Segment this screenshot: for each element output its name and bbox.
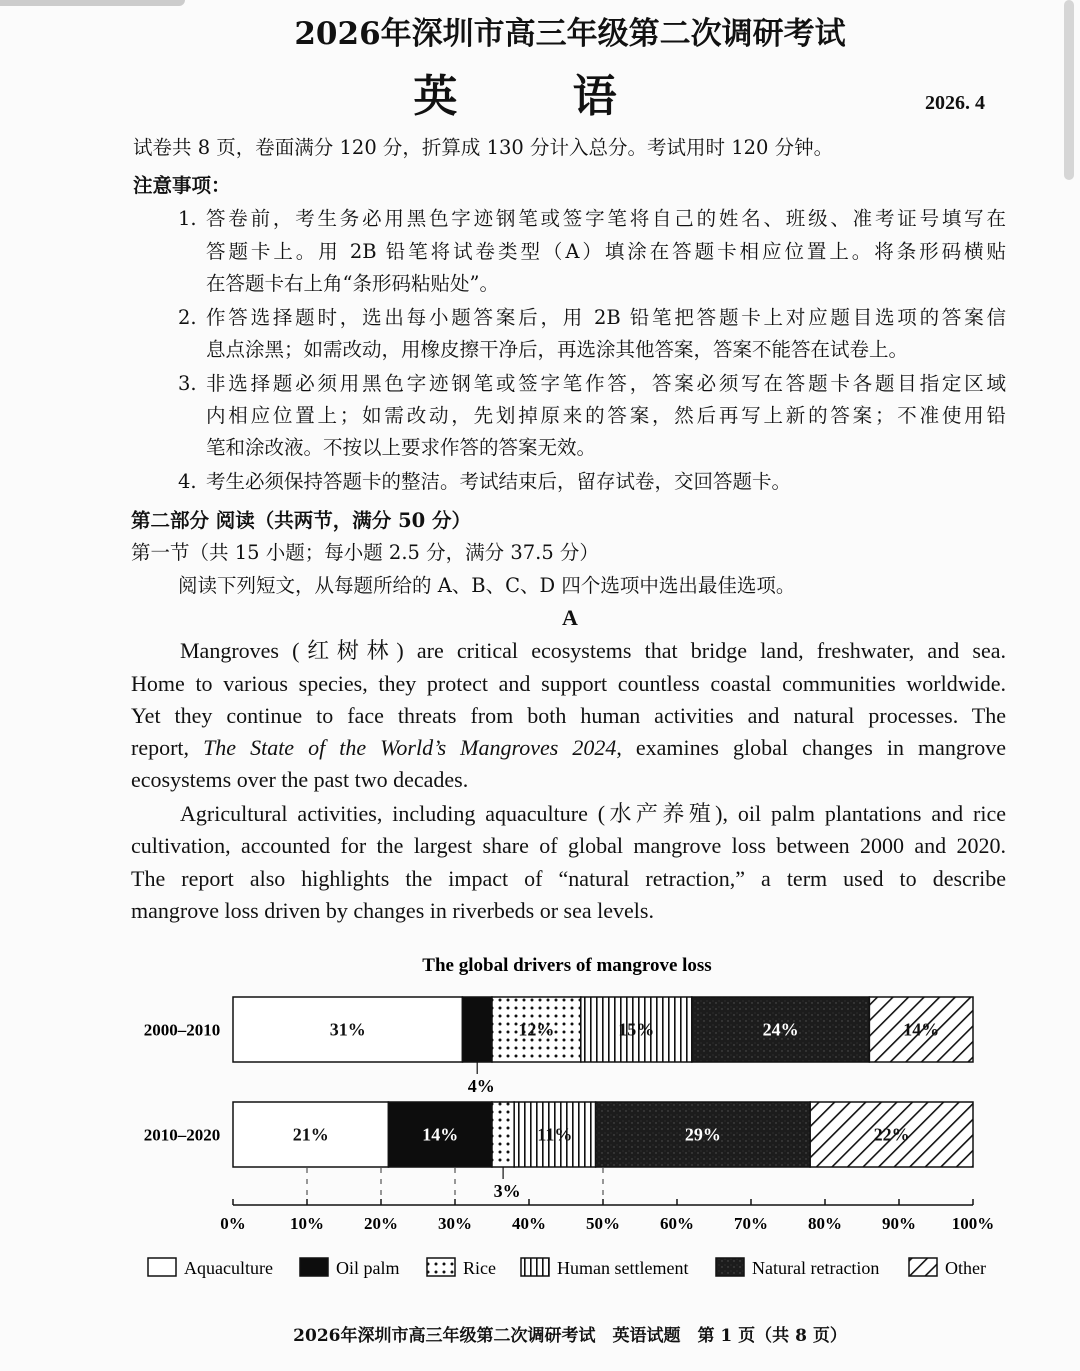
passage-line: Home to various species, they protect and support countless coastal communities worldwide. — [131, 671, 1006, 696]
passage-line: Yet they continue to face threats from both human activities and natural processes. The — [131, 703, 1006, 728]
legend-label: Human settlement — [557, 1258, 689, 1278]
x-tick-label: 0% — [220, 1214, 246, 1233]
legend-swatch — [148, 1258, 176, 1276]
notice-line: 息点涂黑；如需改动，用橡皮擦干净后，再选涂其他答案，答案不能答在试卷上。 — [206, 338, 909, 361]
notice-line: 考生必须保持答题卡的整洁。考试结束后，留存试卷，交回答题卡。 — [206, 470, 792, 493]
legend-swatch — [300, 1258, 328, 1276]
legend-swatch — [716, 1258, 744, 1276]
report-title: The State of the World’s Mangroves 2024 — [203, 735, 617, 760]
notice-line: 在答题卡右上角“条形码粘贴处”。 — [206, 272, 499, 295]
data-label: 4% — [467, 1076, 495, 1096]
passage-line: The report also highlights the impact of “natural retraction,” a term used to describe — [131, 866, 1006, 891]
data-label: 15% — [618, 1019, 655, 1040]
notice-line: 答卷前，考生务必用黑色字迹钢笔或签字笔将自己的姓名、班级、准考证号填写在 — [206, 207, 1006, 230]
legend-item — [300, 1258, 400, 1278]
x-tick-label: 50% — [586, 1214, 620, 1233]
x-tick-label: 60% — [660, 1214, 694, 1233]
legend-swatch — [427, 1258, 455, 1276]
legend-label: Aquaculture — [184, 1258, 273, 1278]
data-label: 29% — [684, 1124, 721, 1145]
data-label: 3% — [493, 1181, 521, 1201]
passage-line: cultivation, accounted for the largest share of global mangrove loss between 2000 and 2020. — [131, 833, 1006, 858]
notice-number: 2. — [178, 306, 197, 329]
x-tick-label: 70% — [734, 1214, 768, 1233]
notice-line: 答题卡上。用 2B 铅笔将试卷类型（A）填涂在答题卡相应位置上。将条形码横贴 — [206, 240, 1006, 263]
notice-number: 3. — [178, 372, 197, 395]
page-footer: 2026年深圳市高三年级第二次调研考试 英语试题 第 1 页（共 8 页） — [293, 1326, 847, 1346]
bar-segment-rice — [492, 1102, 514, 1167]
passage-line — [131, 735, 1006, 761]
x-tick-label: 20% — [364, 1214, 398, 1233]
notice-heading: 注意事项： — [133, 174, 231, 197]
passage-line: ecosystems over the past two decades. — [131, 767, 469, 792]
notice-line: 内相应位置上；如需改动，先划掉原来的答案，然后再写上新的答案；不准使用铅 — [206, 404, 1006, 427]
legend-swatch — [521, 1258, 549, 1276]
x-tick-label: 10% — [290, 1214, 324, 1233]
x-tick-label: 40% — [512, 1214, 546, 1233]
text: report, — [131, 735, 204, 760]
chart-title: The global drivers of mangrove loss — [422, 955, 712, 976]
passage-label: A — [562, 605, 578, 630]
part-heading: 第二部分 阅读（共两节，满分 50 分） — [131, 509, 472, 532]
bar-segment-oil-palm — [462, 997, 492, 1062]
window-top-edge — [0, 0, 185, 6]
text: , examines global changes in mangrove — [616, 735, 1006, 760]
subject-title: 英 语 — [413, 71, 667, 122]
legend-swatch — [909, 1258, 937, 1276]
legend-item — [521, 1258, 688, 1278]
passage-line: Mangroves (红树林) are critical ecosystems that bridge land, freshwater, and sea. — [180, 638, 1006, 663]
passage-line: Agricultural activities, including aquaculture (水产养殖), oil palm plantations and rice — [180, 801, 1006, 826]
notice-line: 笔和涂改液。不按以上要求作答的答案无效。 — [206, 436, 597, 459]
notice-line: 非选择题必须用黑色字迹钢笔或签字笔作答，答案必须写在答题卡各题目指定区域 — [206, 372, 1006, 395]
legend-label: Rice — [463, 1258, 496, 1278]
x-tick-label: 90% — [882, 1214, 916, 1233]
category-label: 2000–2010 — [143, 1020, 221, 1040]
legend-label: Other — [945, 1258, 986, 1278]
exam-title: 2026年深圳市高三年级第二次调研考试 — [294, 16, 846, 52]
notice-number: 4. — [178, 470, 197, 493]
legend-item — [148, 1258, 273, 1278]
data-label: 14% — [903, 1019, 940, 1040]
legend-label: Natural retraction — [752, 1258, 880, 1278]
exam-date: 2026. 4 — [925, 92, 985, 114]
notice-line: 作答选择题时，选出每小题答案后，用 2B 铅笔把答题卡上对应题目选项的答案信 — [206, 306, 1006, 329]
legend-item — [716, 1258, 879, 1278]
legend-item — [427, 1258, 496, 1278]
instruction: 阅读下列短文，从每题所给的 A、B、C、D 四个选项中选出最佳选项。 — [178, 574, 796, 597]
data-label: 12% — [518, 1019, 555, 1040]
notice-number: 1. — [178, 207, 197, 230]
data-label: 31% — [329, 1019, 366, 1040]
mangrove-loss-chart — [0, 940, 1080, 1310]
data-label: 21% — [292, 1124, 329, 1145]
legend-item — [909, 1258, 986, 1278]
data-label: 11% — [537, 1124, 573, 1145]
passage-line: mangrove loss driven by changes in riverbeds or sea levels. — [131, 898, 654, 923]
data-label: 14% — [422, 1124, 459, 1145]
x-tick-label: 100% — [951, 1214, 995, 1233]
section-heading: 第一节（共 15 小题；每小题 2.5 分，满分 37.5 分） — [131, 541, 599, 564]
x-tick-label: 30% — [438, 1214, 472, 1233]
intro-text: 试卷共 8 页，卷面满分 120 分，折算成 130 分计入总分。考试用时 120 分钟。 — [133, 136, 834, 159]
category-label: 2010–2020 — [143, 1125, 221, 1145]
data-label: 24% — [762, 1019, 799, 1040]
x-tick-label: 80% — [808, 1214, 842, 1233]
legend-label: Oil palm — [336, 1258, 400, 1278]
data-label: 22% — [873, 1124, 910, 1145]
